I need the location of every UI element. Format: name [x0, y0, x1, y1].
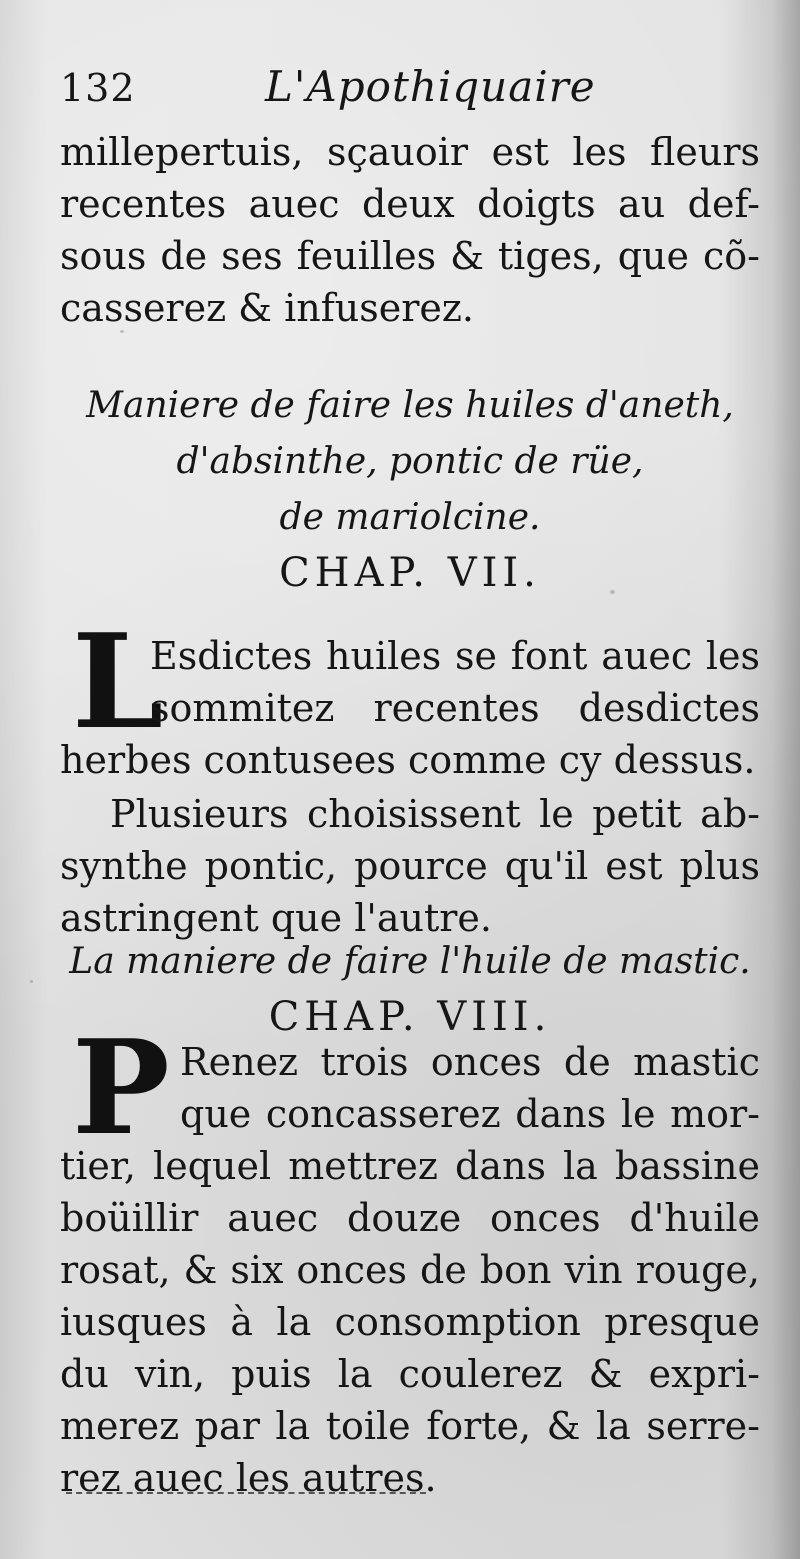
text-line: Renez trois onces de mastic	[180, 1040, 760, 1084]
chapter-7-paragraph-2	[60, 788, 760, 944]
intro-paragraph	[60, 126, 760, 334]
text-line: recentes auec deux doigts au def-	[60, 182, 760, 226]
text-line: casserez & infuserez.	[60, 286, 474, 330]
chapter-7-paragraph-1-top	[150, 630, 760, 734]
text-line: astringent que l'autre.	[60, 896, 492, 940]
drop-cap-p: P	[72, 1011, 170, 1164]
drop-cap-l: L	[72, 605, 164, 758]
text-line: rosat, & six onces de bon vin rouge,	[60, 1248, 760, 1292]
text-line: millepertuis, sçauoir est les fleurs	[60, 130, 760, 174]
text-line: synthe pontic, pource qu'il est plus	[60, 844, 760, 888]
text-line: merez par la toile forte, & la serre-	[60, 1404, 760, 1448]
running-title: L'Apothiquaire	[265, 62, 596, 111]
page-edge-shadow	[772, 0, 800, 1559]
text-line: que concasserez dans le mor-	[180, 1092, 760, 1136]
text-line: rez auec les autres.	[60, 1456, 437, 1500]
heading-line: de mariolcine.	[279, 497, 541, 538]
text-line: iusques à la consomption presque	[60, 1300, 760, 1344]
heading-line: Maniere de faire les huiles d'aneth,	[86, 385, 734, 426]
text-line: herbes contusees comme cy dessus.	[60, 738, 756, 782]
paper-speck	[30, 980, 33, 983]
heading-line: La maniere de faire l'huile de mastic.	[69, 941, 751, 982]
heading-line: d'absinthe, pontic de rüe,	[176, 441, 644, 482]
chapter-8-paragraph-top	[180, 1036, 760, 1140]
chapter-7-label: CHAP. VII.	[279, 550, 541, 596]
text-line: boüillir auec douze onces d'huile	[60, 1196, 760, 1240]
chapter-8-label: CHAP. VIII.	[268, 994, 552, 1040]
text-line: tier, lequel mettrez dans la bassine	[60, 1144, 760, 1188]
text-line: sommitez recentes desdictes	[150, 686, 760, 730]
end-rule	[66, 1492, 426, 1494]
running-header	[60, 62, 760, 122]
chapter-8-paragraph-bottom	[60, 1140, 760, 1504]
page-number: 132	[60, 66, 136, 110]
text-line: sous de ses feuilles & tiges, que cõ-	[60, 234, 760, 278]
chapter-7-heading	[60, 378, 760, 600]
text-line: Esdictes huiles se font auec les	[150, 634, 760, 678]
text-line: Plusieurs choisissent le petit ab-	[110, 792, 760, 836]
chapter-7-paragraph-1-bottom	[60, 734, 760, 786]
text-line: du vin, puis la coulerez & expri-	[60, 1352, 760, 1396]
